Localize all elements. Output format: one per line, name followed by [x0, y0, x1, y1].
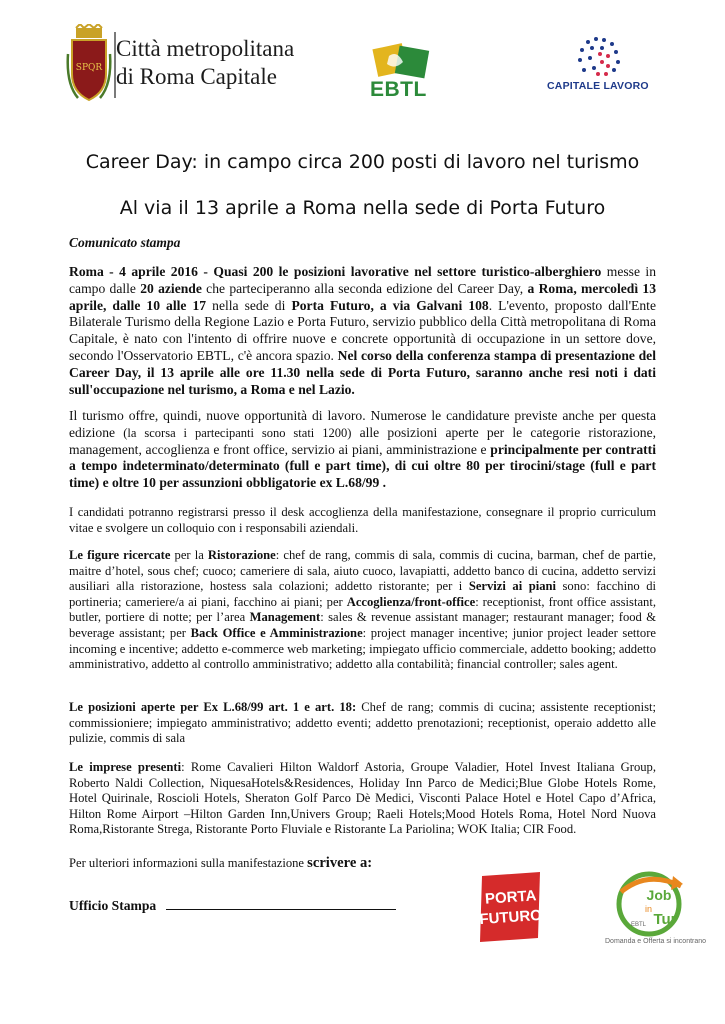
paragraph-figures: Le figure ricercate per la Ristorazione: chef de rang, commis di sala, commis di cucina, barman, chef de partie, maitre d’hotel, sous chef; cuoco; cameriere di sala, aiuto cuoco, lavapiatti, addetto banco di cucina, addetto servizi ausiliari alla ristorazione, hostess sala colazioni; addetto ristorante; per i Servizi ai piani sono: facchino di portineria; cameriere/a ai piani, facchino ai piani; per Accoglienza/front-office: receptionist, front office assistant, butler, portiere di notte; per l’area Management: sales & revenue assistant manager; restaurant manager; food & beverage assistant; per Back Office e Amministrazione: project manager incentive; junior project leader settore incoming e incentive; addetto e-commerce web marketing; impiegato ufficio commerciale, addetto booking; addetto amministrativo, addetto al controllo amministrativo; addetto alla contabilità; financial controller; sales agent.	[69, 548, 657, 672]
jit-small-ebtl: EBTL	[631, 922, 647, 928]
job-in-tur-caption: Domanda e Offerta si incontrano	[605, 938, 707, 945]
paragraph-companies: Le imprese presenti: Rome Cavalieri Hilton Waldorf Astoria, Groupe Valadier, Hotel Invest Italiana Group, Roberto Naldi Collection, NiquesaHotels&Residences, Holiday Inn Parco de Medici;Blue Globe Hotels Rome, Hotel Quirinale, Roscioli Hotels, Sheraton Golf Parco Dè Medici, Visconti Palace Hotel e Hotel Capo d’Africa, Hilton Rome Airport –Hilton Garden Inn,Univers Group; Raeli Hotels;Mood Hotels Roma, Hotel Nord Nuova Roma,Ristorante Strega, Ristorante Porto Fluviale e Ristorante La Pariolina; WOK Italia; CIR Food.	[69, 760, 656, 837]
signature-line	[166, 909, 396, 910]
porta-futuro-logo	[478, 872, 544, 942]
paragraph-contact: Per ulteriori informazioni sulla manifestazione scrivere a:	[69, 855, 373, 871]
paragraph-intro: Roma - 4 aprile 2016 - Quasi 200 le posizioni lavorative nel settore turistico-alberghiero messe in campo dalle 20 aziende che parteciperanno alla seconda edizione del Career Day, a Roma, mercoledì 13 aprile, dalle 10 alle 17 nella sede di Porta Futuro, a via Galvani 108. L'evento, proposto dall'Ente Bilaterale Turismo della Regione Lazio e Porta Futuro, servizio pubblico della Città metropolitana di Roma Capitale, è nato con l'intento di offrire nuove e concrete opportunità di occupazione in un settore dove, secondo l'Osservatorio EBTL, c'è ancora spazio. Nel corso della conferenza stampa di presentazione del Career Day, il 13 aprile alle ore 11.30 nella sede di Porta Futuro, saranno anche resi noti i dati sull'occupazione nel turismo, a Roma e nel Lazio.	[69, 264, 657, 397]
paragraph-opportunities: Il turismo offre, quindi, nuove opportunità di lavoro. Numerose le candidature previste anche per questa edizione (la scorsa i partecipanti sono stati 1200) alle posizioni aperte per le categorie ristorazione, management, accoglienza e front office, servizio ai piani, amministrazione e principalmente per contratti a tempo indeterminato/determinato (full e part time), di cui oltre 80 per tirocini/stage (full e part time) e oltre 10 per assunzioni obbligatorie ex L.68/99 .	[69, 408, 657, 491]
jit-word-tur: Tur	[653, 911, 677, 928]
city-logo-line2: di Roma Capitale	[116, 64, 277, 89]
capitale-lavoro-text: CAPITALE LAVORO	[547, 80, 649, 92]
page-title: Career Day: in campo circa 200 posti di lavoro nel turismo	[85, 151, 640, 173]
porta-futuro-line1: PORTA	[484, 887, 537, 908]
svg-text:SPQR: SPQR	[75, 63, 103, 73]
comunicato-label: Comunicato stampa	[69, 235, 181, 250]
jit-word-job: Job	[646, 887, 672, 903]
crest-icon	[66, 24, 114, 108]
page-subtitle: Al via il 13 aprile a Roma nella sede di Porta Futuro	[119, 197, 606, 219]
ebtl-logo-text: EBTL	[370, 78, 427, 101]
ufficio-stampa-label: Ufficio Stampa	[69, 898, 157, 913]
paragraph-law-positions: Le posizioni aperte per Ex L.68/99 art. 1 e art. 18: Chef de rang; commis di cucina; assistente receptionist; commissioniere; impiegato amministrativo; addetto eventi; addetto prenotazioni; receptionist, operaio addetto alle pulizie, commis di sala	[69, 700, 656, 746]
paragraph-registration: I candidati potranno registrarsi presso il desk accoglienza della manifestazione, consegnare il proprio curriculum vitae e svolgere un colloquio con i responsabili aziendali.	[69, 505, 656, 535]
porta-futuro-line2: FUTURO	[478, 906, 543, 929]
city-logo-line1: Città metropolitana	[116, 36, 295, 61]
jit-word-in: in	[645, 904, 653, 914]
